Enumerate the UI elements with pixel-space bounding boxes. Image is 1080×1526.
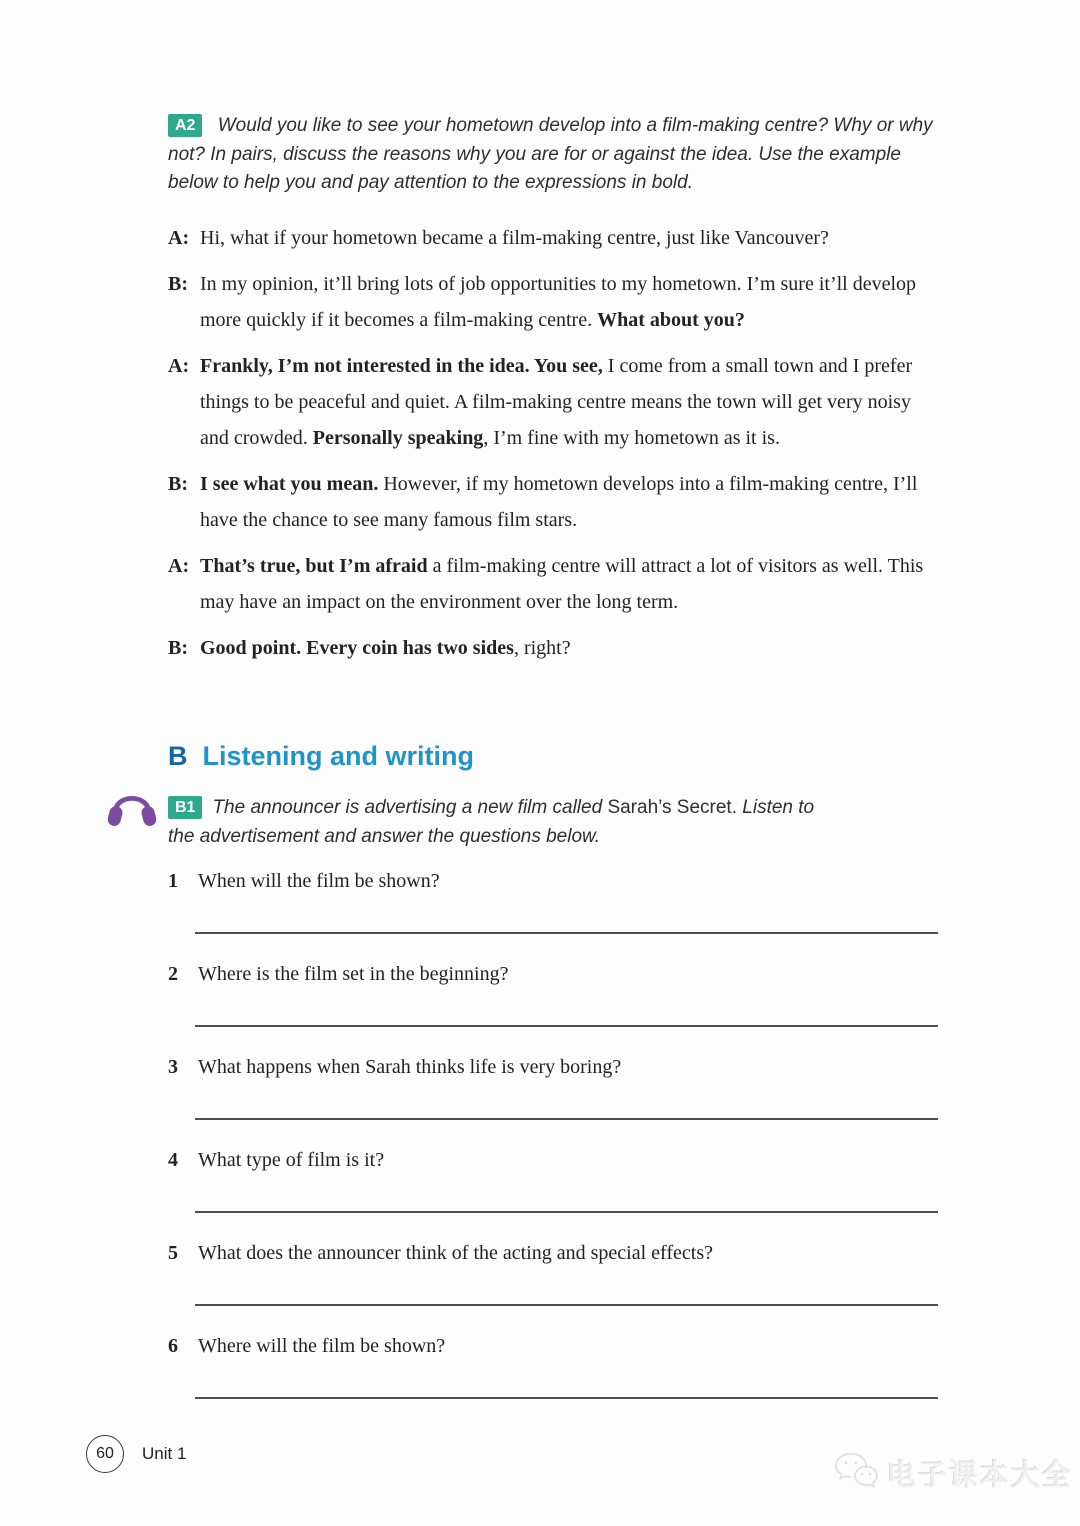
question-text: What type of film is it? [198, 1149, 385, 1171]
question-item [168, 961, 940, 1054]
bold-expression: What about you? [597, 309, 745, 331]
section-b-letter: B [168, 741, 188, 771]
dialogue-segment: I come from a small town and I prefer things to be peaceful and quiet. A film-making centre means the town will get very noisy and crowded. [200, 355, 913, 449]
film-title: Sarah’s Secret. [607, 797, 737, 818]
activity-b1 [168, 794, 844, 851]
dialogue-text [200, 630, 940, 666]
b1-instruction-segment: The announcer is advertising a new film called [212, 797, 608, 818]
bold-expression: Good point. Every coin has two sides [200, 637, 514, 659]
unit-label: Unit 1 [142, 1444, 187, 1463]
question-text: Where will the film be shown? [198, 1335, 446, 1357]
watermark-text: 电子课本大全 [887, 1460, 1074, 1492]
headphones-icon [106, 782, 158, 832]
question-number: 1 [168, 870, 178, 892]
dialogue-text [200, 466, 940, 538]
dialogue-text [200, 220, 940, 256]
question-number: 2 [168, 963, 178, 985]
bold-expression: That’s true, but I’m afraid [200, 555, 428, 577]
question-item [168, 1147, 940, 1240]
b1-instructions [168, 797, 814, 847]
section-b-heading [168, 741, 474, 772]
question-row [168, 1333, 940, 1360]
speaker-label: A: [168, 227, 190, 249]
answer-line [195, 1211, 938, 1213]
dialogue-segment: , I’m fine with my hometown as it is. [483, 427, 780, 449]
question-text: Where is the film set in the beginning? [198, 963, 509, 985]
question-item [168, 1054, 940, 1147]
question-text: What happens when Sarah thinks life is very boring? [198, 1056, 622, 1078]
dialogue-turn [168, 466, 940, 538]
dialogue [168, 220, 940, 676]
question-item [168, 1240, 940, 1333]
activity-a2 [168, 112, 934, 198]
question-number: 5 [168, 1242, 178, 1264]
question-item [168, 868, 940, 961]
speaker-label: B: [168, 637, 188, 659]
question-row [168, 868, 940, 895]
answer-line [195, 1397, 938, 1399]
question-number: 4 [168, 1149, 178, 1171]
dialogue-turn [168, 348, 940, 456]
dialogue-segment: However, if my hometown develops into a film-making centre, I’ll have the chance to see many famous film stars. [200, 473, 918, 531]
dialogue-segment: Hi, what if your hometown became a film-making centre, just like Vancouver? [200, 227, 829, 249]
dialogue-turn [168, 630, 940, 666]
bold-expression: Frankly, I’m not interested in the idea. You see, [200, 355, 603, 377]
answer-line [195, 932, 938, 934]
question-text: What does the announcer think of the acting and special effects? [198, 1242, 713, 1264]
page-number-badge: 60 [86, 1435, 124, 1473]
question-item [168, 1333, 940, 1426]
questions-list [168, 868, 940, 1426]
speaker-label: B: [168, 273, 188, 295]
dialogue-segment: a film-making centre will attract a lot of visitors as well. This may have an impact on the environment over the long term. [200, 555, 924, 613]
question-text: When will the film be shown? [198, 870, 440, 892]
activity-badge-a2: A2 [168, 114, 202, 137]
question-number: 3 [168, 1056, 178, 1078]
dialogue-text [200, 348, 940, 456]
dialogue-turn [168, 548, 940, 620]
answer-line [195, 1118, 938, 1120]
speaker-label: A: [168, 355, 190, 377]
question-row [168, 961, 940, 988]
question-number: 6 [168, 1335, 178, 1357]
answer-line [195, 1025, 938, 1027]
watermark [833, 1450, 1073, 1497]
dialogue-turn [168, 266, 940, 338]
wechat-icon [833, 1450, 879, 1497]
speaker-label: B: [168, 473, 188, 495]
bold-expression: I see what you mean. [200, 473, 379, 495]
dialogue-segment: , right? [513, 637, 571, 659]
question-row [168, 1054, 940, 1081]
dialogue-text [200, 266, 940, 338]
activity-badge-b1: B1 [168, 796, 202, 819]
a2-instructions: Would you like to see your hometown develop into a film-making centre? Why or why not? In pairs, discuss the reasons why you are for or against the idea. Use the example below to help you and pay attention to the expressions in bold. [168, 115, 933, 193]
section-b-title: Listening and writing [202, 741, 474, 771]
dialogue-segment: In my opinion, it’ll bring lots of job opportunities to my hometown. I’m sure it’ll develop more quickly if it becomes a film-making centre. [200, 273, 917, 331]
bold-expression: Personally speaking [312, 427, 484, 449]
speaker-label: A: [168, 555, 190, 577]
b1-instruction-segment: Listen to the advertisement and answer the questions below. [168, 797, 815, 847]
dialogue-turn [168, 220, 940, 256]
answer-line [195, 1304, 938, 1306]
question-row [168, 1240, 940, 1267]
question-row [168, 1147, 940, 1174]
page-footer [86, 1435, 186, 1473]
dialogue-text [200, 548, 940, 620]
